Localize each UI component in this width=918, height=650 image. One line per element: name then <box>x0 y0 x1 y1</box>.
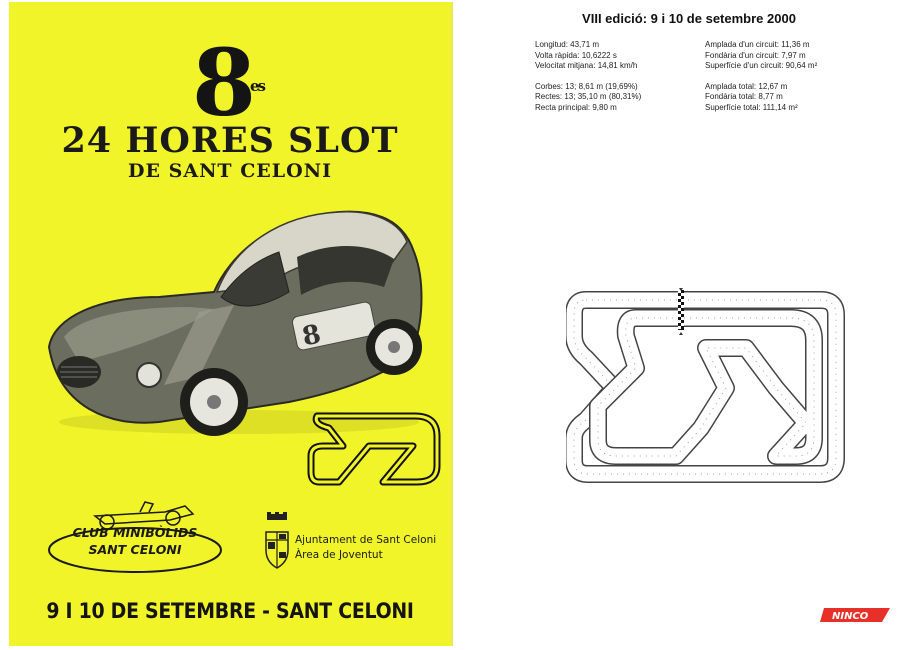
ajuntament-line2: Àrea de Joventut <box>295 549 383 561</box>
stat-total-area: Superfície total: 111,14 m² <box>705 102 798 112</box>
stat-avg-speed: Velocitat mitjana: 14,81 km/h <box>535 61 638 70</box>
stats-right <box>705 40 817 113</box>
ajuntament-label <box>295 533 436 563</box>
car-door-number: 8 <box>299 319 324 353</box>
ninco-logo-text: NINCO <box>832 611 869 622</box>
stat-main-straight: Recta principal: 9,80 m <box>535 102 617 112</box>
ninco-logo <box>818 604 896 626</box>
edition-number: $8^{es}$ <box>191 28 264 137</box>
stat-total-depth: Fondària total: 8,77 m <box>705 92 783 101</box>
stat-curves: Corbes: 13; 8,61 m (19,69%) <box>535 81 638 91</box>
poster-footer: 9 I 10 DE SETEMBRE - SANT CELONI <box>46 599 414 623</box>
stats-left <box>535 40 641 113</box>
stat-total-width: Amplada total: 12,67 m <box>705 81 788 91</box>
start-finish-line <box>678 290 684 330</box>
track-logo <box>305 406 447 492</box>
edition-title: VIII edició: 9 i 10 de setembre 2000 <box>582 11 796 26</box>
ajuntament-line1: Ajuntament de Sant Celoni <box>295 534 437 546</box>
stat-circuit-depth: Fondària d'un circuit: 7,97 m <box>705 50 806 60</box>
track-layout-diagram <box>566 288 846 490</box>
club-name-line1: CLUB MINIBÒLIDS <box>72 525 198 540</box>
stat-circuit-area: Superfície d'un circuit: 90,64 m² <box>705 61 818 70</box>
club-name <box>47 524 223 558</box>
club-name-line2: SANT CELONI <box>88 542 182 557</box>
stat-circuit-width: Amplada d'un circuit: 11,36 m <box>705 40 810 49</box>
event-poster <box>9 2 453 646</box>
poster-title: 24 HORES SLOT <box>61 120 399 161</box>
stat-fast-lap: Volta ràpida: 10,6222 s <box>535 50 617 60</box>
stat-straights: Rectes: 13; 35,10 m (80,31%) <box>535 92 642 101</box>
town-crest-icon <box>263 512 291 570</box>
poster-subtitle: DE SANT CELONI <box>128 160 332 182</box>
stat-length: Longitud: 43,71 m <box>535 40 600 49</box>
